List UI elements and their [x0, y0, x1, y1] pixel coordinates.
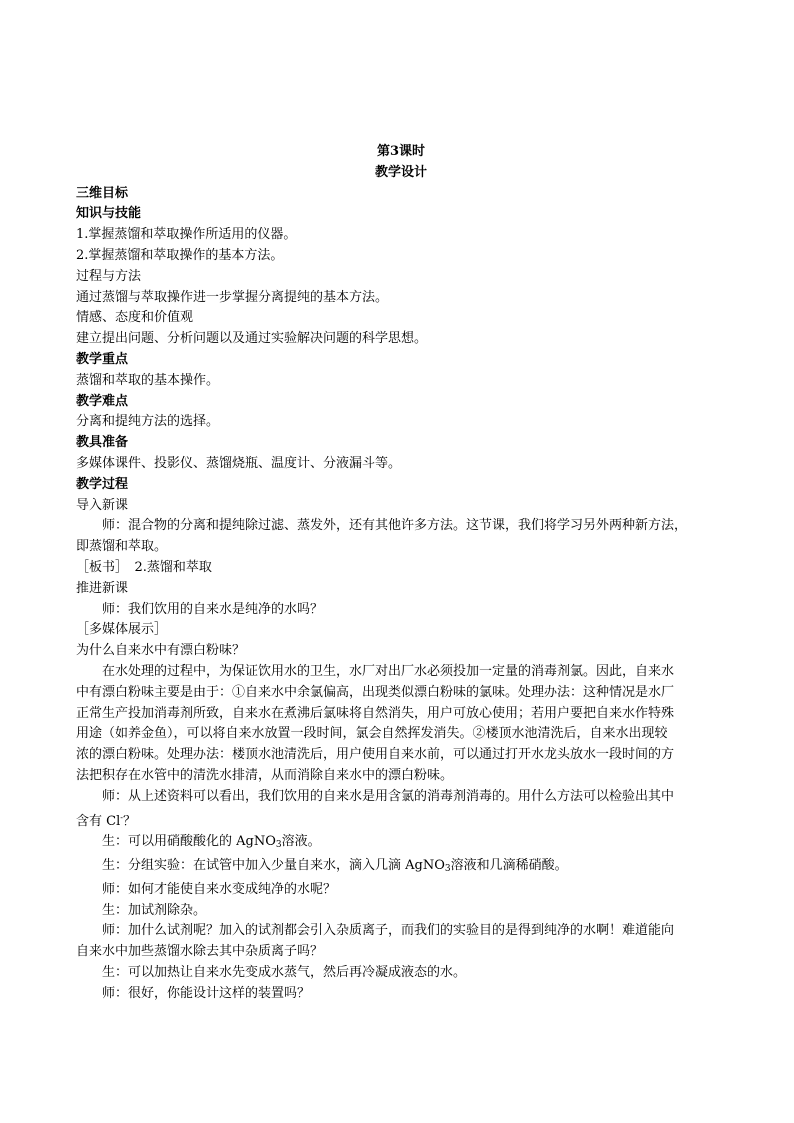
section-title: 教学设计: [374, 164, 427, 180]
tools-text: 多媒体课件、投影仪、蒸馏烧瓶、温度计、分液漏斗等。: [76, 455, 402, 471]
teacher-line-1a: 师：混合物的分离和提纯除过滤、蒸发外，还有其他许多方法。这节课，我们将学习另外两种新方法，: [102, 518, 688, 534]
text-fragment: 溶液和几滴稀硝酸。: [450, 858, 568, 874]
teacher-line-4: 师：如何才能使自来水变成纯净的水呢？: [102, 881, 337, 897]
subscript: 3: [275, 840, 282, 851]
subscript: 3: [444, 864, 451, 875]
text-fragment: 含有 Cl: [76, 813, 121, 829]
superscript: -: [120, 812, 123, 822]
heading-process: 过程与方法: [76, 268, 142, 284]
student-line-3: 生：加试剂除杂。: [102, 902, 207, 918]
lesson-title: 第3课时: [376, 144, 426, 159]
text-fragment: ？: [122, 813, 136, 829]
board-note: ［板书］ 2.蒸馏和萃取: [76, 559, 212, 575]
heading-goals: 三维目标: [76, 185, 129, 201]
heading-tools: 教具准备: [76, 435, 129, 451]
paragraph-line: 在水处理的过程中，为保证饮用水的卫生，水厂对出厂水必须投加一定量的消毒剂氯。因此，自来水: [102, 663, 675, 679]
knowledge-item-1: 1.掌握蒸馏和萃取操作所适用的仪器。: [76, 227, 297, 243]
text-fragment: 溶液。: [281, 834, 321, 850]
question-title: 为什么自来水中有漂白粉味？: [76, 643, 246, 659]
intro-label: 导入新课: [76, 497, 129, 513]
teacher-line-1b: 即蒸馏和萃取。: [76, 539, 168, 555]
teacher-line-6: 师：很好，你能设计这样的装置吗？: [102, 985, 311, 1001]
heading-knowledge: 知识与技能: [76, 206, 142, 222]
heading-procedure: 教学过程: [76, 476, 129, 492]
paragraph-line: 用途（如养金鱼），可以将自来水放置一段时间，氯会自然挥发消失。②楼顶水池清洗后，自来水出现较: [76, 726, 668, 742]
paragraph-line: 法把积存在水管中的清洗水排清，从而消除自来水中的漂白粉味。: [76, 767, 454, 783]
paragraph-line: 正常生产投加消毒剂所致，自来水在煮沸后氯味将自然消失，用户可放心使用；若用户要把自来水作特殊: [76, 705, 675, 721]
difficulties-text: 分离和提纯方法的选择。: [76, 414, 220, 430]
teacher-line-5a: 师：加什么试剂呢？加入的试剂都会引入杂质离子，而我们的实验目的是得到纯净的水啊！难道能向: [102, 923, 675, 939]
text-fragment: 生：可以用硝酸酸化的 AgNO: [102, 834, 276, 850]
emotion-item: 建立提出问题、分析问题以及通过实验解决问题的科学思想。: [76, 331, 428, 347]
process-item: 通过蒸馏与萃取操作进一步掌握分离提纯的基本方法。: [76, 289, 389, 305]
student-line-2: [76, 856, 726, 880]
teacher-line-3a: 师：从上述资料可以看出，我们饮用的自来水是用含氯的消毒剂消毒的。用什么方法可以检验出其中: [102, 788, 675, 804]
knowledge-item-2: 2.掌握蒸馏和萃取操作的基本方法。: [76, 247, 284, 263]
document-page: [76, 142, 726, 1005]
advance-label: 推进新课: [76, 580, 129, 596]
paragraph-line: 中有漂白粉味主要是由于：①自来水中余氯偏高，出现类似漂白粉味的氯味。处理办法：这种情况是水厂: [76, 684, 675, 700]
student-line-1: [76, 832, 726, 856]
teacher-line-3b: [76, 808, 726, 833]
heading-key-points: 教学重点: [76, 351, 129, 367]
teacher-line-5b: 自来水中加些蒸馏水除去其中杂质离子吗？: [76, 944, 324, 960]
student-line-4: 生：可以加热让自来水先变成水蒸气，然后再冷凝成液态的水。: [102, 965, 467, 981]
key-points-text: 蒸馏和萃取的基本操作。: [76, 372, 220, 388]
paragraph-line: 浓的漂白粉味。处理办法：楼顶水池清洗后，用户使用自来水前，可以通过打开水龙头放水一段时间的方: [76, 747, 675, 763]
text-fragment: 生：分组实验：在试管中加入少量自来水，滴入几滴 AgNO: [102, 858, 445, 874]
heading-difficulties: 教学难点: [76, 393, 129, 409]
heading-emotion: 情感、态度和价值观: [76, 310, 194, 326]
media-note: ［多媒体展示］: [76, 622, 168, 638]
teacher-line-2: 师：我们饮用的自来水是纯净的水吗？: [102, 601, 324, 617]
